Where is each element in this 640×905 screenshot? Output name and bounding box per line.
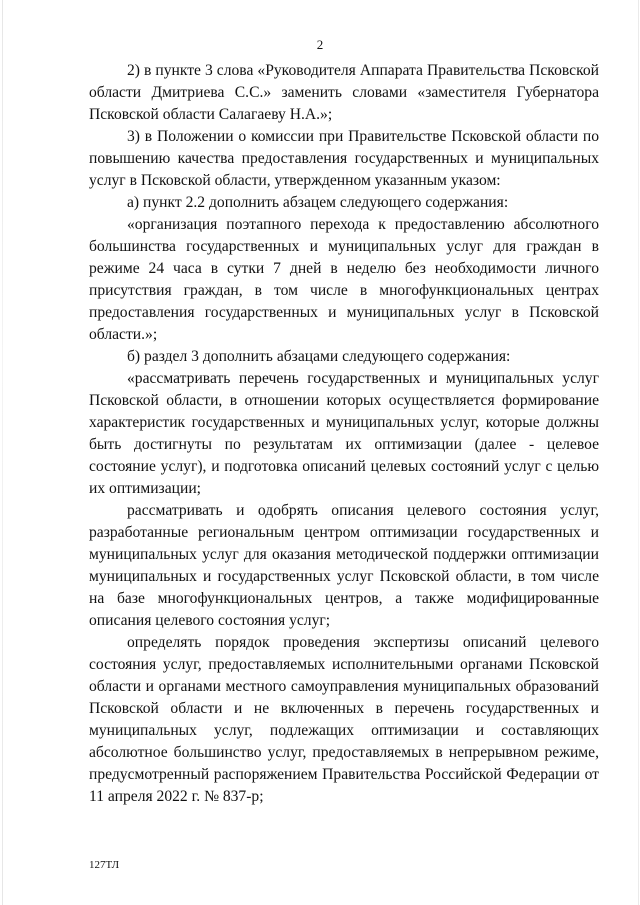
page-number: 2 [316, 37, 324, 52]
paragraph-quote-transition: «организация поэтапного перехода к предоставлению абсолютного большинства государственных и муниципальных услуг для граждан в режиме 24 часа в сутки 7 дней в неделю без необходимости личного присутствия граждан, в том числе в многофункциональных центрах предоставления государственных и муниципальных услуг в Псковской области.»; [89, 216, 599, 343]
paragraph-subitem-b: б) раздел 3 дополнить абзацами следующего содержания: [127, 348, 511, 365]
footer-code: 127ТЛ [89, 859, 120, 871]
paragraph-approve-descriptions: рассматривать и одобрять описания целевого состояния услуг, разработанные региональным центром оптимизации государственных и муниципальных услуг для оказания методической поддержки оптимизации муниципальных и государственных услуг Псковской области, в том числе на базе многофункциональных центров, а также модифицированные описания целевого состояния услуг; [89, 502, 599, 629]
paragraph-item-3-regulation: 3) в Положении о комиссии при Правительстве Псковской области по повышению качества предоставления государственных и муниципальных услуг в Псковской области, утвержденном указанным указом: [89, 128, 599, 189]
document-body [89, 60, 599, 808]
paragraph-item-2-amendment: 2) в пункте 3 слова «Руководителя Аппарата Правительства Псковской области Дмитриева С.С.» заменить словами «заместителя Губернатора Псковской области Салагаеву Н.А.»; [89, 62, 599, 123]
paragraph-subitem-a: а) пункт 2.2 дополнить абзацем следующего содержания: [127, 194, 509, 211]
paragraph-expertise-procedure: определять порядок проведения экспертизы описаний целевого состояния услуг, предоставляемых исполнительными органами Псковской области и органами местного самоуправления муниципальных образований Псковской области и не включенных в перечень государственных и муниципальных услуг, подлежащих оптимизации и составляющих абсолютное большинство услуг, предоставляемых в непрерывном режиме, предусмотренный распоряжением Правительства Российской Федерации от 11 апреля 2022 г. № 837-р; [89, 634, 599, 805]
paragraph-quote-review-list: «рассматривать перечень государственных и муниципальных услуг Псковской области, в отношении которых осуществляется формирование характеристик государственных и муниципальных услуг, которые должны быть достигнуты по результатам их оптимизации (далее - целевое состояние услуг), и подготовка описаний целевых состояний услуг с целью их оптимизации; [89, 370, 599, 497]
scan-edge-left [2, 0, 3, 905]
scan-edge-right [638, 0, 639, 905]
